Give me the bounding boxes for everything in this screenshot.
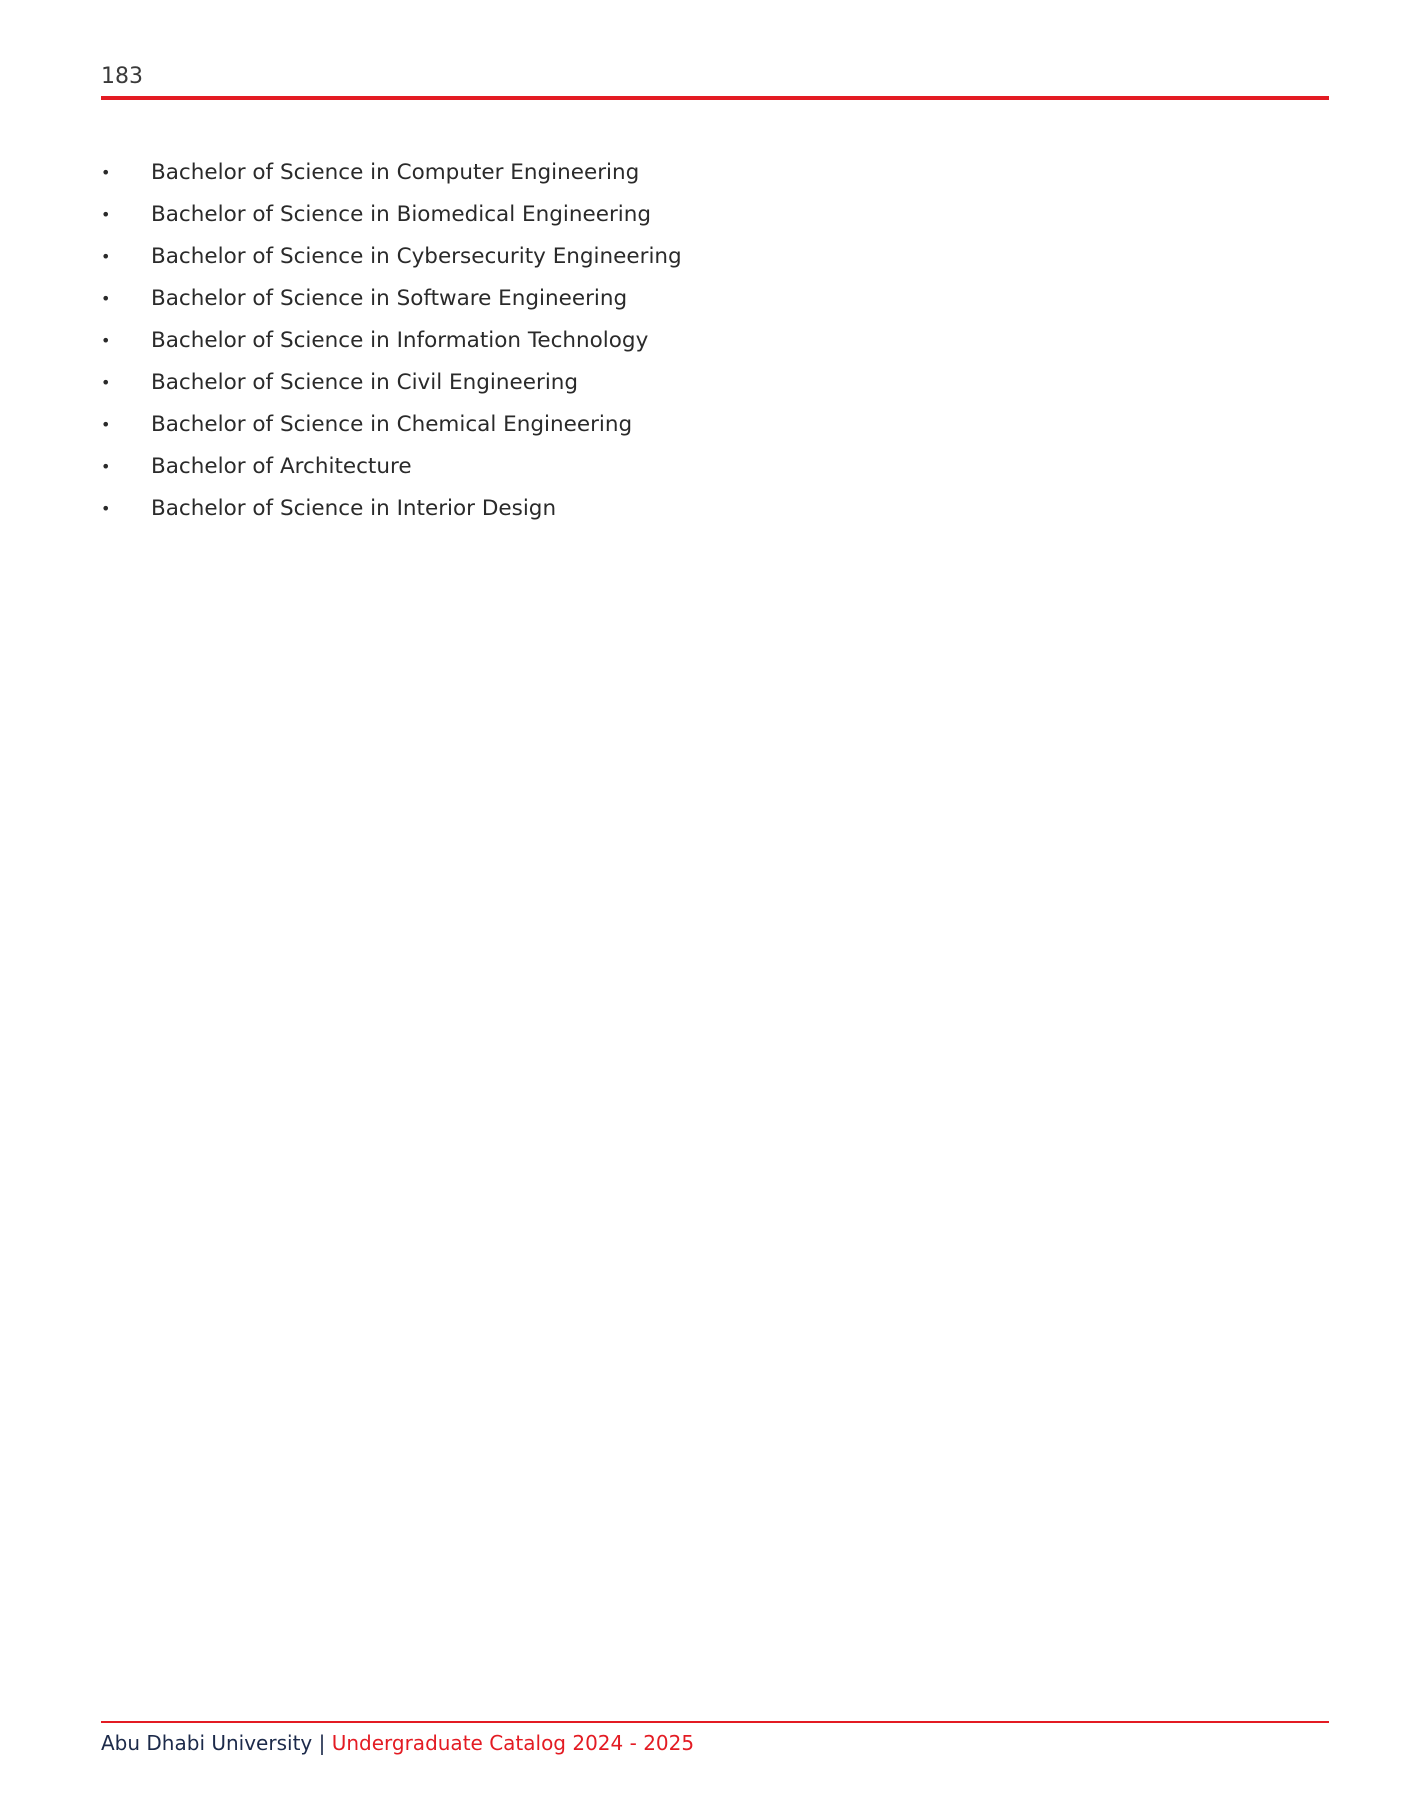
- program-label: Bachelor of Science in Chemical Engineering: [151, 412, 633, 437]
- bullet-icon: •: [101, 499, 111, 518]
- bullet-icon: •: [101, 373, 111, 392]
- bullet-icon: •: [101, 457, 111, 476]
- program-label: Bachelor of Science in Biomedical Engineering: [151, 202, 652, 227]
- program-label: Bachelor of Science in Information Technology: [151, 328, 649, 353]
- header-divider: [101, 96, 1329, 100]
- bullet-icon: •: [101, 163, 111, 182]
- footer-catalog-title: Undergraduate Catalog 2024 - 2025: [331, 1731, 695, 1755]
- program-label: Bachelor of Science in Software Engineering: [151, 286, 628, 311]
- bullet-icon: •: [101, 331, 111, 350]
- page-number: 183: [101, 64, 143, 89]
- program-label: Bachelor of Science in Computer Engineering: [151, 160, 640, 185]
- page-footer: [101, 1728, 694, 1758]
- bullet-icon: •: [101, 415, 111, 434]
- footer-separator: |: [312, 1731, 332, 1755]
- bullet-icon: •: [101, 247, 111, 266]
- program-label: Bachelor of Architecture: [151, 454, 412, 479]
- program-label: Bachelor of Science in Interior Design: [151, 496, 557, 521]
- footer-university-name: Abu Dhabi University: [101, 1731, 313, 1755]
- footer-divider: [101, 1721, 1329, 1723]
- bullet-icon: •: [101, 289, 111, 308]
- program-label: Bachelor of Science in Civil Engineering: [151, 370, 579, 395]
- bullet-icon: •: [101, 205, 111, 224]
- program-label: Bachelor of Science in Cybersecurity Engineering: [151, 244, 682, 269]
